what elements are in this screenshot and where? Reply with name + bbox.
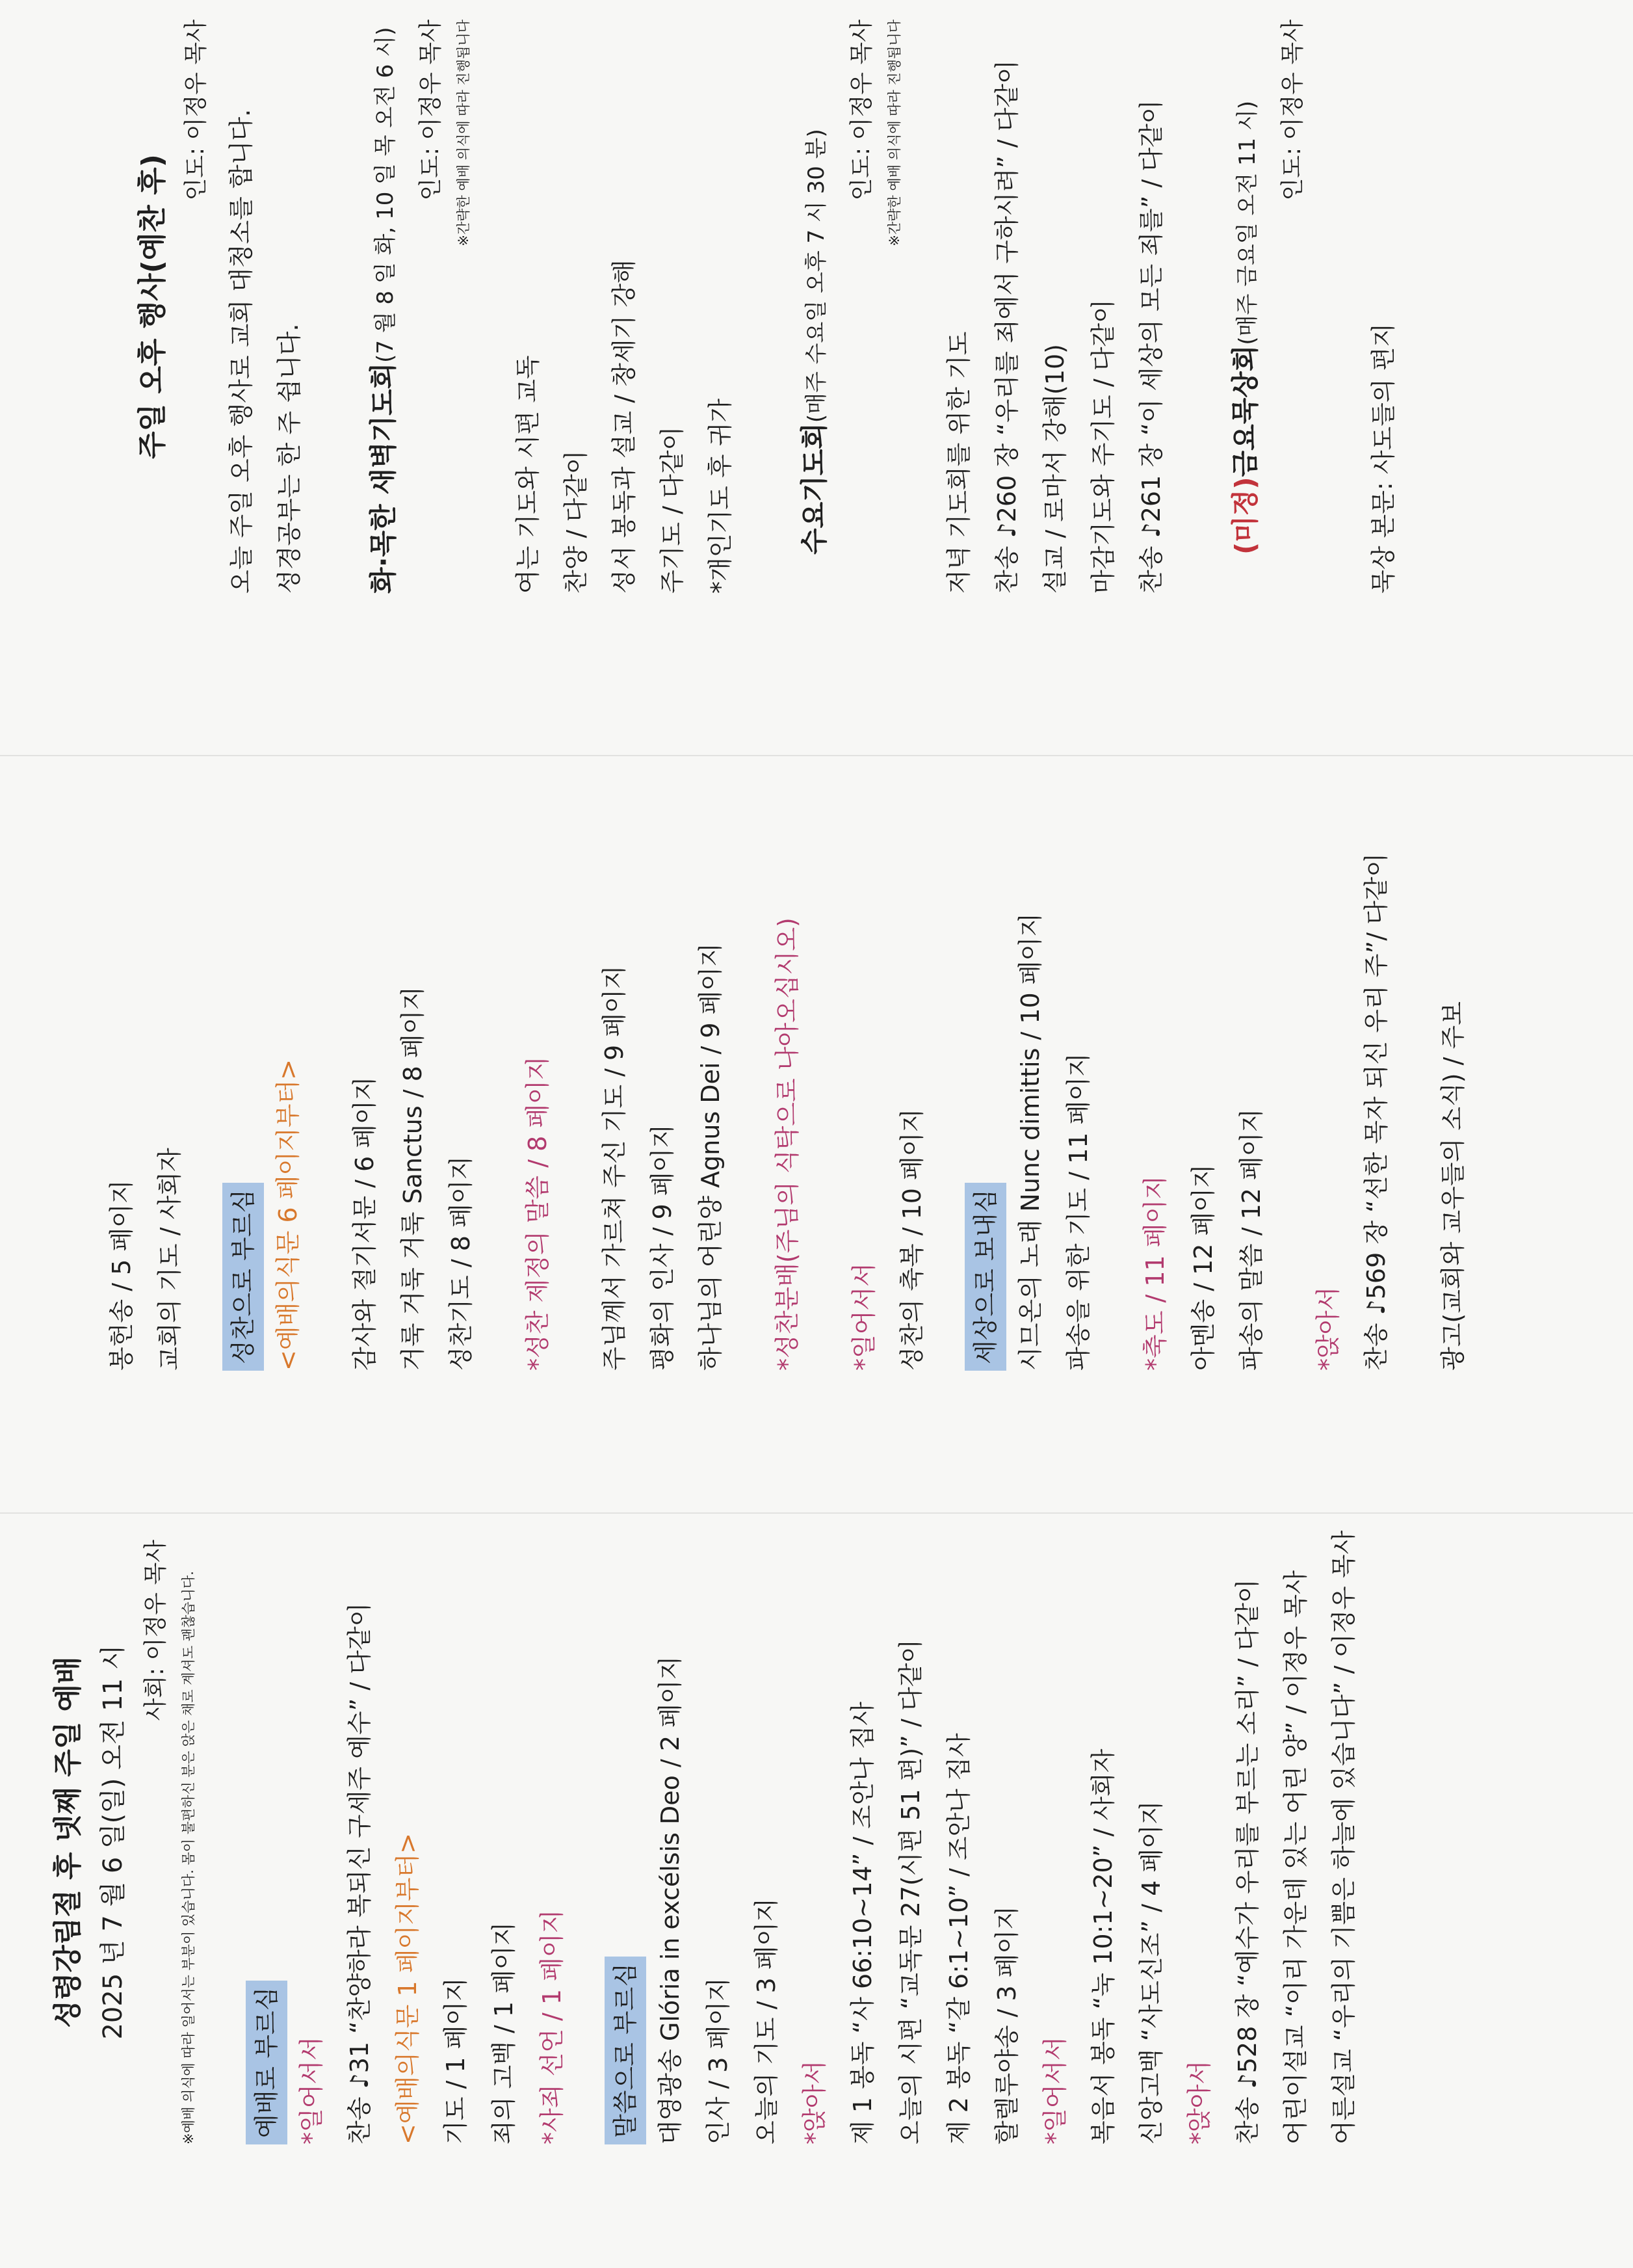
friday-meditation-leader: 인도: 이정우 목사 — [1279, 20, 1306, 201]
section-label: 성찬으로 부르심 — [222, 1183, 264, 1371]
dawn-prayer-item: *개인기도 후 귀가 — [706, 398, 735, 594]
presider: 사회: 이정우 목사 — [142, 1540, 169, 1721]
sit-instruction: *앉아서 — [1314, 1286, 1342, 1371]
first-reading: 제 1 봉독 “사 66:10~14” / 조안나 집사 — [848, 1702, 877, 2144]
service-date: 2025 년 7 월 6 일(일) 오전 11 시 — [98, 1644, 128, 2040]
words-of-institution: *성찬 제정의 말씀 / 8 페이지 — [523, 1056, 552, 1371]
service-title: 성령강림절 후 넷째 주일 예배 — [51, 1656, 85, 2028]
friday-meditation-item: 묵상 본문: 사도들의 편지 — [1369, 323, 1398, 594]
friday-meditation-title: 금요묵상회 — [1229, 345, 1261, 477]
sanctus: 거룩 거룩 거룩 Sanctus / 8 페이지 — [398, 986, 427, 1371]
stand-instruction: *일어서서 — [850, 1263, 878, 1371]
order-of-worship-column-1 — [0, 1514, 1633, 2268]
wednesday-prayer-note: ※간략한 예배 의식에 따라 진행됩니다 — [887, 20, 902, 246]
dawn-prayer-item: 여는 기도와 시편 교독 — [514, 355, 542, 594]
wednesday-prayer-item: 마감기도와 주기도 / 다같이 — [1089, 299, 1117, 594]
section-label: 세상으로 보내심 — [965, 1183, 1006, 1371]
greeting: 인사 / 3 페이지 — [704, 1977, 733, 2144]
nunc-dimittis: 시므온의 노래 Nunc dimittis / 10 페이지 — [1016, 913, 1045, 1371]
afternoon-event-title: 주일 오후 행사(예찬 후) — [136, 154, 169, 459]
dawn-prayer-item: 성서 봉독과 설교 / 창세기 강해 — [610, 259, 638, 594]
creed: 신앙고백 “사도신조” / 4 페이지 — [1137, 1800, 1166, 2144]
section-word — [605, 1540, 646, 2144]
eucharistic-prayer: 성찬기도 / 8 페이지 — [447, 1155, 475, 1371]
sit-instruction: *앉아서 — [800, 2060, 829, 2144]
wednesday-prayer-item: 설교 / 로마서 강해(10) — [1041, 343, 1069, 594]
offertory: 봉헌송 / 5 페이지 — [107, 1180, 136, 1371]
alleluia: 할렐루야송 / 3 페이지 — [993, 1906, 1021, 2144]
children-sermon: 어린이설교 “이리 가운데 있는 어린 양” / 이정우 목사 — [1281, 1570, 1310, 2144]
dawn-prayer-title: 화·목한 새벽기도회 — [367, 362, 399, 594]
thanksgiving: 감사와 절기서문 / 6 페이지 — [350, 1076, 379, 1371]
dawn-prayer-item: 주기도 / 다같이 — [658, 426, 686, 594]
sermon-hymn: 찬송 ♪528 장 “예수가 우리를 부르는 소리” / 다같이 — [1233, 1579, 1262, 2144]
prayers-of-church: 교회의 기도 / 사회자 — [155, 1148, 184, 1371]
wednesday-prayer-item: 저녁 기도회를 위한 기도 — [945, 331, 973, 594]
agnus-dei: 하나님의 어린양 Agnus Dei / 9 페이지 — [696, 943, 725, 1371]
section-gathering — [246, 1540, 287, 2144]
communion-blessing: 성찬의 축복 / 10 페이지 — [898, 1108, 926, 1371]
sending-prayer: 파송을 위한 기도 / 11 페이지 — [1064, 1053, 1093, 1371]
gloria: 대영광송 Glória in excélsis Deo / 2 페이지 — [656, 1655, 685, 2144]
dawn-prayer-heading — [359, 20, 410, 594]
friday-meditation-time: (매주 금요일 오전 11 시) — [1235, 100, 1261, 345]
lords-prayer: 주님께서 가르쳐 주신 기도 / 9 페이지 — [600, 965, 629, 1371]
absolution: *사죄 선언 / 1 페이지 — [538, 1909, 566, 2144]
opening-hymn: 찬송 ♪31 “찬양하라 복되신 구세주 예수” / 다같이 — [345, 1602, 374, 2144]
dismissal: 파송의 말씀 / 12 페이지 — [1237, 1108, 1266, 1371]
wednesday-prayer-time: (매주 수요일 오후 7 시 30 분) — [803, 129, 830, 423]
afternoon-line: 성경공부는 한 주 쉽니다. — [275, 323, 304, 594]
liturgy-page-ref: <예배의식문 6 페이지부터> — [274, 1059, 302, 1371]
posture-note: ※예배 의식에 따라 일어서는 부분이 있습니다. 몸이 불편하신 분은 앉은 채로 계셔도 괜찮습니다. — [181, 1571, 196, 2144]
stand-instruction: *일어서서 — [297, 2037, 326, 2144]
afternoon-line: 오늘 주일 오후 행사로 교회 대청소를 합니다. — [227, 109, 255, 594]
wednesday-prayer-heading — [790, 20, 841, 594]
stand-instruction: *일어서서 — [1041, 2037, 1069, 2144]
wednesday-prayer-title: 수요기도회 — [798, 423, 830, 555]
confession: 죄의 고백 / 1 페이지 — [490, 1921, 518, 2144]
wednesday-prayer-leader: 인도: 이정우 목사 — [848, 20, 875, 201]
gospel-reading: 복음서 봉독 “눅 10:1~20” / 사회자 — [1089, 1748, 1117, 2144]
second-reading: 제 2 봉독 “갈 6:1~10” / 조안나 집사 — [945, 1733, 973, 2144]
announcements: 광고(교회와 교우들의 소식) / 주보 — [1439, 1001, 1467, 1371]
benediction: *축도 / 11 페이지 — [1141, 1176, 1169, 1371]
dawn-prayer-leader: 인도: 이정우 목사 — [417, 20, 444, 201]
afternoon-leader: 인도: 이정우 목사 — [183, 20, 209, 201]
communion-distribution: *성찬분배(주님의 식탁으로 나아오십시오) — [773, 917, 802, 1371]
wednesday-prayer-item: 찬송 ♪261 장 “이 세상의 모든 죄를” / 다같이 — [1137, 99, 1166, 594]
section-sending — [965, 776, 1006, 1371]
sermon: 어른설교 “우리의 기쁨은 하늘에 있습니다” / 이정우 목사 — [1329, 1530, 1358, 2144]
friday-undecided-label: (미정) — [1229, 477, 1261, 555]
peace: 평화의 인사 / 9 페이지 — [648, 1124, 677, 1371]
weekly-schedule-column — [0, 0, 1633, 756]
section-label: 예배로 부르심 — [246, 1981, 287, 2144]
wednesday-prayer-item: 찬송 ♪260 장 “우리를 죄에서 구하시려” / 다같이 — [993, 60, 1021, 594]
liturgy-page-ref: <예배의식문 1 페이지부터> — [393, 1832, 422, 2144]
amen-song: 아멘송 / 12 페이지 — [1189, 1164, 1218, 1371]
closing-hymn: 찬송 ♪569 장 “선한 목자 되신 우리 주”/ 다같이 — [1362, 852, 1391, 1371]
section-table — [222, 776, 264, 1371]
prayer: 기도 / 1 페이지 — [441, 1977, 470, 2144]
section-label: 말씀으로 부르심 — [605, 1957, 646, 2144]
friday-meditation-heading — [1221, 20, 1272, 594]
dawn-prayer-time: (7 월 8 일 화, 10 일 목 오전 6 시) — [372, 27, 398, 363]
order-of-worship-column-2 — [0, 756, 1633, 1514]
dawn-prayer-note: ※간략한 예배 의식에 따라 진행됩니다 — [456, 20, 471, 246]
dawn-prayer-item: 찬양 / 다같이 — [562, 450, 590, 594]
psalm-reading: 오늘의 시편 “교독문 27(시편 51 편)” / 다같이 — [896, 1639, 925, 2144]
sit-instruction: *앉아서 — [1185, 2060, 1214, 2144]
collect: 오늘의 기도 / 3 페이지 — [752, 1898, 781, 2144]
